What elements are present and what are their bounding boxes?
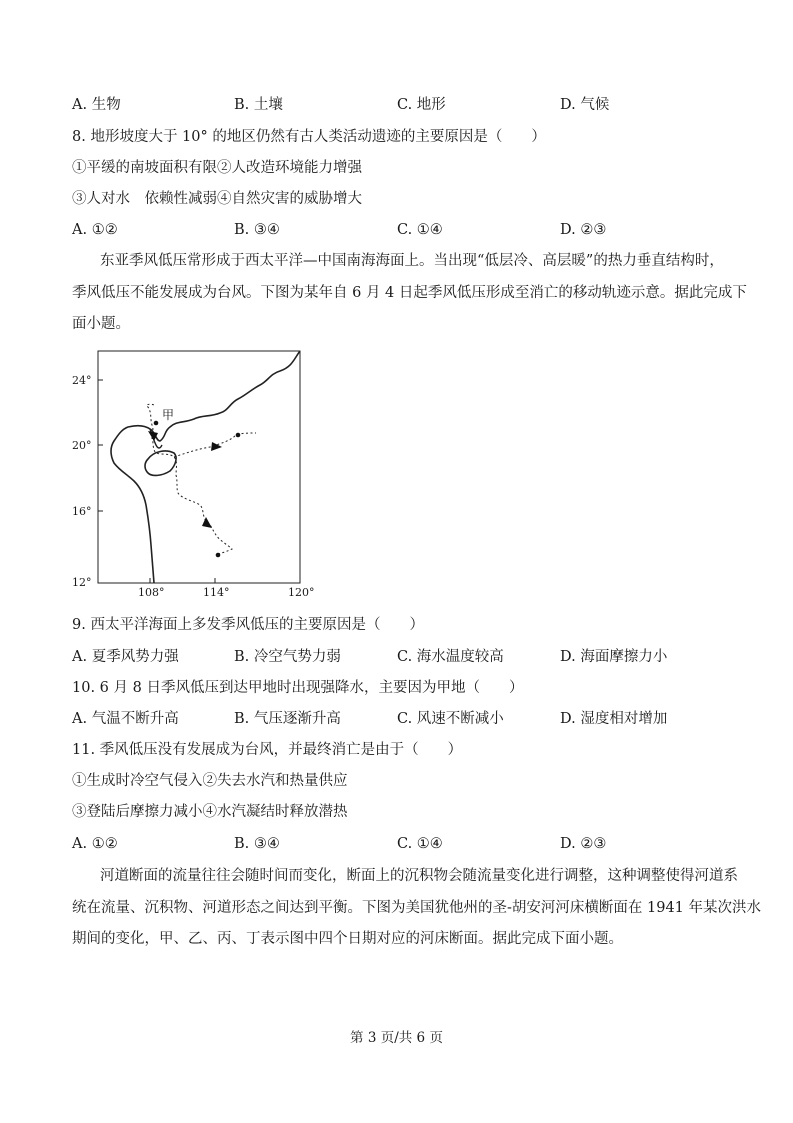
coastline-mainland — [111, 351, 300, 583]
q10-option-c[interactable]: C. 风速不断减小 — [397, 711, 504, 727]
lat-label-16: 16° — [72, 505, 92, 518]
place-jia-point — [154, 421, 159, 426]
q8-options — [72, 220, 732, 240]
lon-label-120: 120° — [288, 586, 315, 599]
q9-stem: 9. 西太平洋海面上多发季风低压的主要原因是（ ） — [72, 617, 424, 633]
q11-option-d[interactable]: D. ②③ — [560, 836, 607, 852]
place-label-jia: 甲 — [162, 408, 175, 422]
longitude-axis — [138, 578, 315, 599]
q9-option-c[interactable]: C. 海水温度较高 — [397, 649, 504, 665]
q9-option-d[interactable]: D. 海面摩擦力小 — [560, 649, 668, 665]
q10-option-b[interactable]: B. 气压逐渐升高 — [234, 711, 341, 727]
page-footer: 第 3 页/共 6 页 — [350, 1030, 443, 1046]
q11-item-2: ③登陆后摩擦力减小④水汽凝结时释放潜热 — [72, 804, 348, 820]
q7-option-d[interactable]: D. 气候 — [560, 97, 610, 113]
q10-stem: 10. 6 月 8 日季风低压到达甲地时出现强降水，主要因为甲地（ ） — [72, 680, 524, 696]
q11-options — [72, 834, 732, 854]
q7-option-a[interactable]: A. 生物 — [72, 97, 121, 113]
q9-options — [72, 647, 732, 667]
passage1-line2: 季风低压不能发展成为台风。下图为某年自 6 月 4 日起季风低压形成至消亡的移动轨迹示意。据此完成下 — [72, 285, 747, 301]
q8-item-2: ③人对水 依赖性减弱④自然灾害的威胁增大 — [72, 191, 362, 207]
passage2-line1: 河道断面的流量往往会随时间而变化，断面上的沉积物会随流量变化进行调整，这种调整使得河道系 — [100, 868, 738, 884]
q7-option-c[interactable]: C. 地形 — [397, 97, 446, 113]
q11-option-c[interactable]: C. ①④ — [397, 836, 443, 852]
track-arrow-icon — [202, 517, 212, 528]
passage1-line1: 东亚季风低压常形成于西太平洋—中国南海海面上。当出现“低层冷、高层暖”的热力垂直结构时， — [100, 253, 724, 269]
monsoon-low-track-map — [70, 345, 330, 600]
hainan-island — [145, 451, 176, 475]
lat-label-12: 12° — [72, 576, 92, 589]
q10-option-d[interactable]: D. 湿度相对增加 — [560, 711, 668, 727]
q7-option-b[interactable]: B. 土壤 — [234, 97, 283, 113]
lat-label-20: 20° — [72, 439, 92, 452]
q8-option-b[interactable]: B. ③④ — [234, 222, 280, 238]
passage2-line2: 统在流量、沉积物、河道形态之间达到平衡。下图为美国犹他州的圣-胡安河河床横断面在 1941 年某次洪水 — [72, 900, 762, 916]
q11-option-b[interactable]: B. ③④ — [234, 836, 280, 852]
q11-item-1: ①生成时冷空气侵入②失去水汽和热量供应 — [72, 773, 348, 789]
lon-label-108: 108° — [138, 586, 165, 599]
track-arrow-icon — [211, 442, 222, 451]
q9-option-b[interactable]: B. 冷空气势力弱 — [234, 649, 341, 665]
q10-option-a[interactable]: A. 气温不断升高 — [72, 711, 179, 727]
track-start-point — [216, 553, 221, 558]
q8-option-d[interactable]: D. ②③ — [560, 222, 607, 238]
lon-label-114: 114° — [203, 586, 230, 599]
passage2-line3: 期间的变化，甲、乙、丙、丁表示图中四个日期对应的河床断面。据此完成下面小题。 — [72, 931, 623, 947]
q10-options — [72, 709, 732, 729]
storm-track — [147, 404, 232, 554]
q7-options — [72, 95, 732, 115]
q8-option-a[interactable]: A. ①② — [72, 222, 118, 238]
q8-option-c[interactable]: C. ①④ — [397, 222, 443, 238]
passage1-line3: 面小题。 — [72, 316, 130, 332]
q11-stem: 11. 季风低压没有发展成为台风，并最终消亡是由于（ ） — [72, 742, 463, 758]
q11-option-a[interactable]: A. ①② — [72, 836, 118, 852]
q8-stem: 8. 地形坡度大于 10° 的地区仍然有古人类活动遗迹的主要原因是（ ） — [72, 129, 546, 145]
track-point — [236, 433, 241, 438]
lat-label-24: 24° — [72, 374, 92, 387]
q9-option-a[interactable]: A. 夏季风势力强 — [72, 649, 179, 665]
q8-item-1: ①平缓的南坡面积有限②人改造环境能力增强 — [72, 160, 362, 176]
map-frame — [98, 351, 300, 583]
